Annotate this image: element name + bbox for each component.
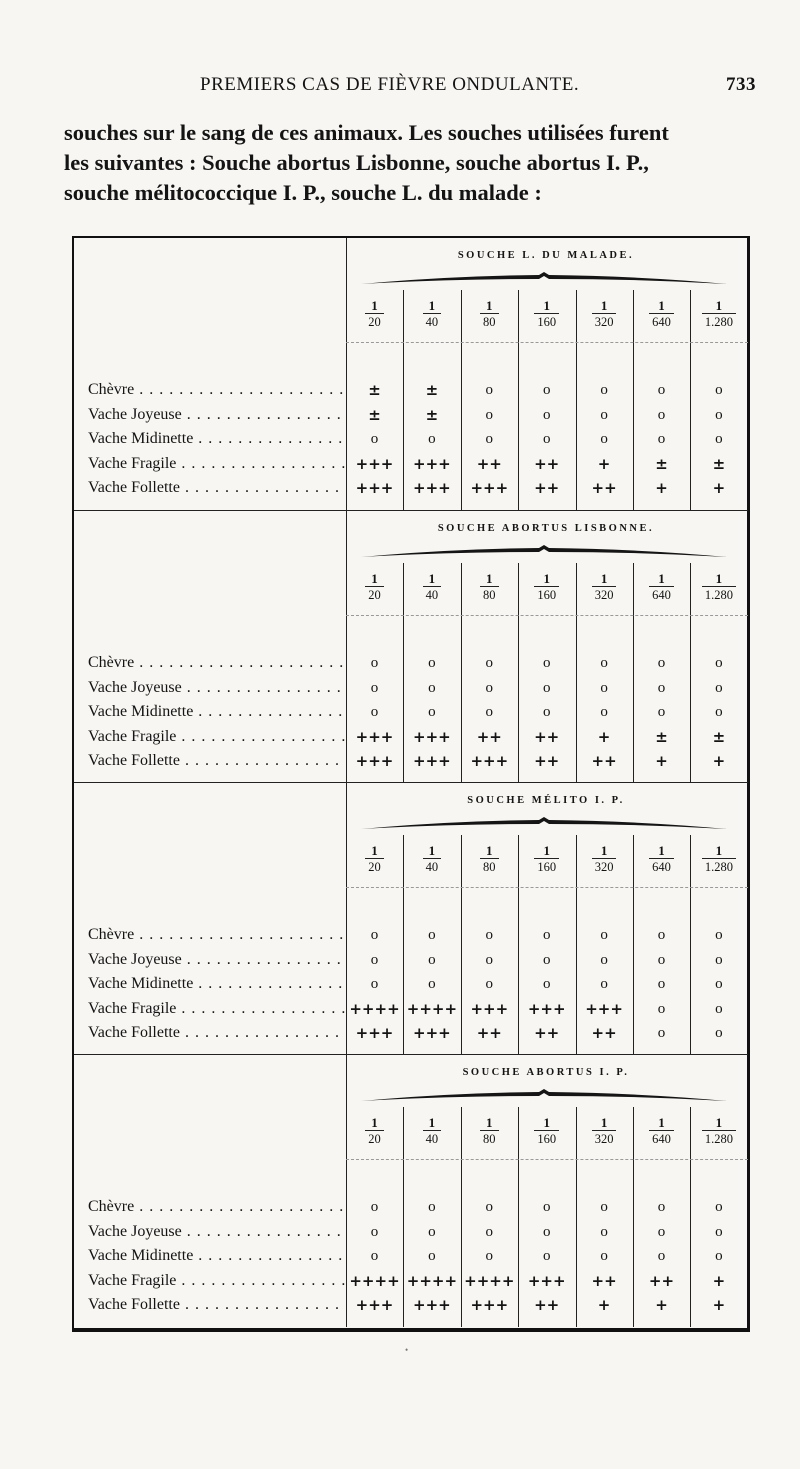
animal-label: Chèvre . . .	[88, 1196, 346, 1218]
agglutination-result: o	[600, 1248, 608, 1265]
agglutination-result: o	[600, 679, 608, 696]
dilution-header	[518, 843, 575, 876]
strain-title: SOUCHE ABORTUS I. P.	[462, 1067, 630, 1078]
dilution-header	[576, 571, 633, 604]
dilution-header	[576, 298, 633, 331]
dilution-denominator: 80	[480, 586, 499, 604]
agglutination-result: o	[657, 382, 666, 398]
header-brace	[359, 1089, 729, 1105]
agglutination-result: ++++	[349, 999, 400, 1018]
agglutination-result: o	[657, 1025, 666, 1042]
agglutination-result: o	[600, 927, 608, 943]
dilution-denominator: 40	[423, 1130, 442, 1148]
agglutination-result: +++	[413, 454, 451, 473]
agglutination-result: o	[715, 927, 723, 943]
animal-label: Vache Joyeuse . . .	[88, 949, 346, 971]
agglutination-result: o	[715, 704, 723, 721]
agglutination-result: o	[542, 406, 551, 423]
agglutination-result: ++	[534, 454, 560, 473]
intro-line: souche mélitococcique I. P., souche L. du malade :	[64, 180, 542, 205]
agglutination-result: o	[657, 679, 666, 696]
dilution-denominator: 40	[423, 858, 442, 876]
dilution-header	[690, 571, 747, 604]
agglutination-result: +	[655, 479, 668, 498]
animal-label: Vache Follette . . .	[88, 477, 346, 499]
dilution-denominator: 320	[592, 313, 617, 331]
dilution-header	[346, 298, 403, 331]
animal-label: Vache Midinette . . .	[88, 1245, 346, 1267]
agglutination-result: o	[600, 431, 608, 448]
agglutination-result: +++	[527, 999, 566, 1018]
agglutination-result: o	[715, 406, 723, 423]
agglutination-result: ++	[476, 1024, 502, 1043]
intro-line: les suivantes : Souche abortus Lisbonne, souche abortus I. P.,	[64, 150, 649, 175]
dilution-header	[576, 843, 633, 876]
animal-label: Vache Fragile . . .	[88, 1270, 346, 1292]
agglutination-result: o	[370, 1199, 379, 1215]
running-title: PREMIERS CAS DE FIÈVRE ONDULANTE.	[200, 74, 580, 95]
agglutination-result: o	[657, 704, 666, 721]
agglutination-result: o	[715, 431, 723, 448]
agglutination-result: ++	[534, 1024, 560, 1043]
agglutination-result: o	[370, 1248, 379, 1265]
header-rule	[346, 887, 748, 888]
agglutination-result: o	[715, 382, 723, 398]
dilution-header	[633, 298, 690, 331]
intro-paragraph	[64, 118, 758, 208]
agglutination-result: o	[715, 1199, 723, 1215]
dilution-header	[403, 1115, 460, 1148]
dilution-numerator: 1	[543, 298, 550, 313]
agglutination-result: ++	[476, 454, 502, 473]
dilution-header	[633, 843, 690, 876]
strain-title: SOUCHE MÉLITO I. P.	[467, 795, 625, 806]
agglutination-result: +++	[413, 1296, 451, 1315]
dilution-numerator: 1	[715, 843, 723, 858]
dilution-denominator: 80	[480, 1130, 499, 1148]
agglutination-result: o	[600, 406, 608, 423]
agglutination-result: o	[428, 1199, 436, 1215]
agglutination-result: ++++	[406, 999, 458, 1018]
agglutination-result: o	[542, 1223, 551, 1240]
agglutination-result: o	[600, 1199, 608, 1215]
agglutination-result: o	[428, 431, 436, 448]
dilution-numerator: 1	[600, 1115, 608, 1130]
animal-label: Vache Follette . . .	[88, 750, 346, 772]
dilution-numerator: 1	[371, 571, 378, 586]
agglutination-result: o	[542, 1248, 551, 1265]
agglutination-result: o	[485, 704, 494, 721]
agglutination-result: o	[715, 976, 723, 993]
agglutination-result: o	[542, 655, 551, 671]
agglutination-result: o	[485, 655, 494, 671]
agglutination-result: ±	[712, 727, 726, 746]
agglutination-result: o	[657, 951, 666, 968]
dilution-denominator: 160	[534, 586, 559, 604]
agglutination-result: o	[657, 431, 666, 448]
dilution-denominator: 1.280	[702, 586, 736, 604]
agglutination-result: +++	[585, 999, 623, 1018]
agglutination-result: +	[712, 1271, 726, 1290]
agglutination-result: +	[655, 1296, 668, 1315]
dilution-header	[346, 843, 403, 876]
agglutination-result: ±	[655, 454, 668, 473]
agglutination-result: ±	[425, 405, 439, 424]
agglutination-result: o	[657, 1223, 666, 1240]
dilution-header	[518, 298, 575, 331]
dilution-numerator: 1	[543, 571, 550, 586]
dilution-numerator: 1	[428, 571, 436, 586]
agglutination-result: o	[485, 951, 494, 968]
header-rule	[346, 342, 748, 343]
agglutination-result: o	[542, 976, 551, 993]
dilution-numerator: 1	[486, 1115, 493, 1130]
agglutination-result: o	[485, 431, 494, 448]
agglutination-result: +++	[527, 1271, 566, 1290]
agglutination-result: +++	[470, 752, 509, 771]
animal-label: Vache Follette . . .	[88, 1294, 346, 1316]
dilution-denominator: 20	[365, 586, 384, 604]
agglutination-result: o	[370, 951, 379, 968]
animal-label: Chèvre . . .	[88, 379, 346, 401]
dilution-header	[403, 571, 460, 604]
agglutination-result: +	[597, 454, 611, 473]
dilution-denominator: 1.280	[702, 858, 736, 876]
animal-label: Vache Fragile . . .	[88, 453, 346, 475]
agglutination-result: ±	[712, 454, 726, 473]
agglutination-result: ++	[591, 1024, 617, 1043]
agglutination-result: o	[657, 1199, 666, 1215]
agglutination-result: +++	[355, 479, 394, 498]
dilution-header	[690, 1115, 747, 1148]
header-brace	[359, 817, 729, 833]
animal-label: Chèvre . . .	[88, 652, 346, 674]
agglutination-result: o	[715, 1223, 723, 1240]
dilution-numerator: 1	[543, 843, 550, 858]
agglutination-result: ±	[368, 405, 381, 424]
agglutination-result: o	[715, 1000, 723, 1017]
agglutination-result: o	[485, 976, 494, 993]
agglutination-result: o	[485, 1223, 494, 1240]
agglutination-result: +	[712, 479, 726, 498]
dilution-header	[461, 843, 518, 876]
dilution-denominator: 640	[649, 858, 674, 876]
agglutination-result: +++	[355, 1296, 394, 1315]
header-brace	[359, 545, 729, 561]
dilution-denominator: 160	[534, 1130, 559, 1148]
agglutination-result: o	[485, 1199, 494, 1215]
header-brace	[359, 272, 729, 288]
agglutination-result: o	[370, 704, 379, 721]
animal-label: Chèvre . . .	[88, 924, 346, 946]
strain-section	[74, 782, 748, 1054]
agglutination-result: o	[600, 951, 608, 968]
agglutination-result: o	[542, 1199, 551, 1215]
agglutination-result: o	[657, 927, 666, 943]
dilution-denominator: 640	[649, 1130, 674, 1148]
agglutination-result: o	[428, 1248, 436, 1265]
dilution-numerator: 1	[600, 571, 608, 586]
print-mark: •	[405, 1345, 409, 1355]
strain-title: SOUCHE ABORTUS LISBONNE.	[437, 523, 655, 534]
dilution-header	[518, 571, 575, 604]
dilution-numerator: 1	[371, 843, 378, 858]
agglutination-result: o	[715, 1025, 723, 1042]
dilution-denominator: 20	[365, 858, 384, 876]
dilution-header	[690, 298, 747, 331]
agglutination-result: o	[600, 382, 608, 398]
dilution-denominator: 20	[365, 313, 384, 331]
agglutination-result: +++	[413, 752, 451, 771]
agglutination-result: +++	[470, 479, 509, 498]
dilution-numerator: 1	[486, 571, 493, 586]
dilution-numerator: 1	[543, 1115, 550, 1130]
agglutination-result: ++	[648, 1271, 675, 1290]
strain-section	[74, 1054, 748, 1326]
agglutination-result: +++	[355, 454, 394, 473]
agglutination-result: ++++	[349, 1271, 400, 1290]
dilution-denominator: 80	[480, 313, 499, 331]
agglutination-result: o	[485, 406, 494, 423]
dilution-denominator: 320	[592, 858, 617, 876]
dilution-numerator: 1	[428, 843, 436, 858]
agglutination-result: +++	[413, 727, 451, 746]
agglutination-result: o	[657, 655, 666, 671]
agglutination-result: o	[715, 951, 723, 968]
agglutination-result: o	[370, 431, 379, 448]
dilution-denominator: 40	[423, 313, 442, 331]
dilution-numerator: 1	[715, 571, 723, 586]
agglutination-result: o	[428, 655, 436, 671]
dilution-header	[633, 571, 690, 604]
dilution-header	[576, 1115, 633, 1148]
animal-label: Vache Fragile . . .	[88, 998, 346, 1020]
agglutination-result: ±	[655, 727, 668, 746]
agglutination-result: o	[657, 1000, 666, 1017]
header-rule	[346, 1159, 748, 1160]
agglutination-result: ++++	[464, 1271, 515, 1290]
agglutination-result: o	[428, 927, 436, 943]
agglutination-result: +	[655, 752, 668, 771]
agglutination-result: +	[597, 1296, 611, 1315]
page-number: 733	[726, 74, 756, 95]
dilution-denominator: 640	[649, 586, 674, 604]
dilution-header	[633, 1115, 690, 1148]
animal-label: Vache Fragile . . .	[88, 726, 346, 748]
agglutination-result: o	[428, 1223, 436, 1240]
dilution-header	[403, 298, 460, 331]
dilution-denominator: 40	[423, 586, 442, 604]
agglutination-result: ++	[534, 1296, 560, 1315]
agglutination-result: o	[428, 951, 436, 968]
agglutination-result: ++	[534, 752, 560, 771]
dilution-denominator: 1.280	[702, 1130, 736, 1148]
dilution-numerator: 1	[486, 298, 493, 313]
agglutination-result: o	[542, 382, 551, 398]
agglutination-result: o	[542, 951, 551, 968]
agglutination-result: ++	[591, 1271, 617, 1290]
dilution-header	[690, 843, 747, 876]
results-table-frame	[72, 236, 750, 1332]
animal-label: Vache Joyeuse . . .	[88, 677, 346, 699]
agglutination-result: o	[370, 927, 379, 943]
agglutination-result: +++	[413, 1024, 451, 1043]
agglutination-result: +++	[413, 479, 451, 498]
agglutination-result: ±	[368, 381, 381, 399]
dilution-numerator: 1	[428, 298, 436, 313]
dilution-denominator: 160	[534, 313, 559, 331]
agglutination-result: o	[428, 704, 436, 721]
agglutination-result: o	[485, 1248, 494, 1265]
agglutination-result: o	[428, 679, 436, 696]
agglutination-result: o	[715, 655, 723, 671]
dilution-header	[461, 571, 518, 604]
animal-label: Vache Follette . . .	[88, 1022, 346, 1044]
dilution-numerator: 1	[371, 1115, 378, 1130]
dilution-header	[346, 1115, 403, 1148]
dilution-header	[518, 1115, 575, 1148]
dilution-numerator: 1	[658, 1115, 665, 1130]
dilution-denominator: 160	[534, 858, 559, 876]
agglutination-result: +++	[470, 1296, 509, 1315]
dilution-header	[403, 843, 460, 876]
agglutination-result: o	[657, 1248, 666, 1265]
dilution-header	[461, 298, 518, 331]
agglutination-result: o	[715, 1248, 723, 1265]
dilution-numerator: 1	[658, 298, 665, 313]
agglutination-result: o	[657, 406, 666, 423]
agglutination-result: +	[712, 752, 726, 771]
dilution-denominator: 20	[365, 1130, 384, 1148]
animal-label: Vache Joyeuse . . .	[88, 404, 346, 426]
dilution-denominator: 640	[649, 313, 674, 331]
header-rule	[346, 615, 748, 616]
animal-label: Vache Midinette . . .	[88, 701, 346, 723]
agglutination-result: o	[542, 431, 551, 448]
agglutination-result: +++	[470, 999, 509, 1018]
agglutination-result: o	[485, 679, 494, 696]
agglutination-result: o	[600, 704, 608, 721]
intro-line: souches sur le sang de ces animaux. Les souches utilisées furent	[64, 120, 669, 145]
dilution-numerator: 1	[600, 843, 608, 858]
strain-section	[74, 510, 748, 782]
dilution-numerator: 1	[715, 1115, 723, 1130]
dilution-denominator: 1.280	[702, 313, 736, 331]
strain-title: SOUCHE L. DU MALADE.	[457, 250, 635, 261]
agglutination-result: o	[370, 655, 379, 671]
agglutination-result: o	[370, 679, 379, 696]
dilution-numerator: 1	[658, 843, 665, 858]
agglutination-result: o	[715, 679, 723, 696]
agglutination-result: +++	[355, 752, 394, 771]
agglutination-result: ++++	[406, 1271, 458, 1290]
agglutination-result: ++	[591, 479, 617, 498]
agglutination-result: ++	[591, 752, 617, 771]
agglutination-result: o	[485, 382, 494, 398]
agglutination-result: o	[542, 679, 551, 696]
agglutination-result: o	[600, 976, 608, 993]
animal-label: Vache Midinette . . .	[88, 973, 346, 995]
animal-label: Vache Midinette . . .	[88, 428, 346, 450]
agglutination-result: o	[600, 1223, 608, 1240]
agglutination-result: o	[428, 976, 436, 993]
agglutination-result: o	[542, 927, 551, 943]
agglutination-result: ++	[534, 479, 560, 498]
agglutination-result: +++	[355, 727, 394, 746]
dilution-numerator: 1	[715, 298, 723, 313]
dilution-numerator: 1	[371, 298, 378, 313]
animal-label: Vache Joyeuse . . .	[88, 1221, 346, 1243]
dilution-header	[346, 571, 403, 604]
agglutination-result: o	[600, 655, 608, 671]
dilution-numerator: 1	[428, 1115, 436, 1130]
dilution-numerator: 1	[600, 298, 608, 313]
agglutination-result: +++	[355, 1024, 394, 1043]
agglutination-result: o	[370, 976, 379, 993]
agglutination-result: o	[657, 976, 666, 993]
agglutination-result: ++	[534, 727, 560, 746]
agglutination-result: o	[485, 927, 494, 943]
dilution-header	[461, 1115, 518, 1148]
agglutination-result: o	[542, 704, 551, 721]
agglutination-result: ++	[476, 727, 502, 746]
dilution-denominator: 320	[592, 586, 617, 604]
dilution-denominator: 320	[592, 1130, 617, 1148]
dilution-numerator: 1	[658, 571, 665, 586]
agglutination-result: o	[370, 1223, 379, 1240]
agglutination-result: ±	[425, 381, 439, 399]
dilution-denominator: 80	[480, 858, 499, 876]
agglutination-result: +	[712, 1296, 726, 1315]
agglutination-result: +	[597, 727, 611, 746]
dilution-numerator: 1	[486, 843, 493, 858]
strain-section	[74, 238, 748, 510]
